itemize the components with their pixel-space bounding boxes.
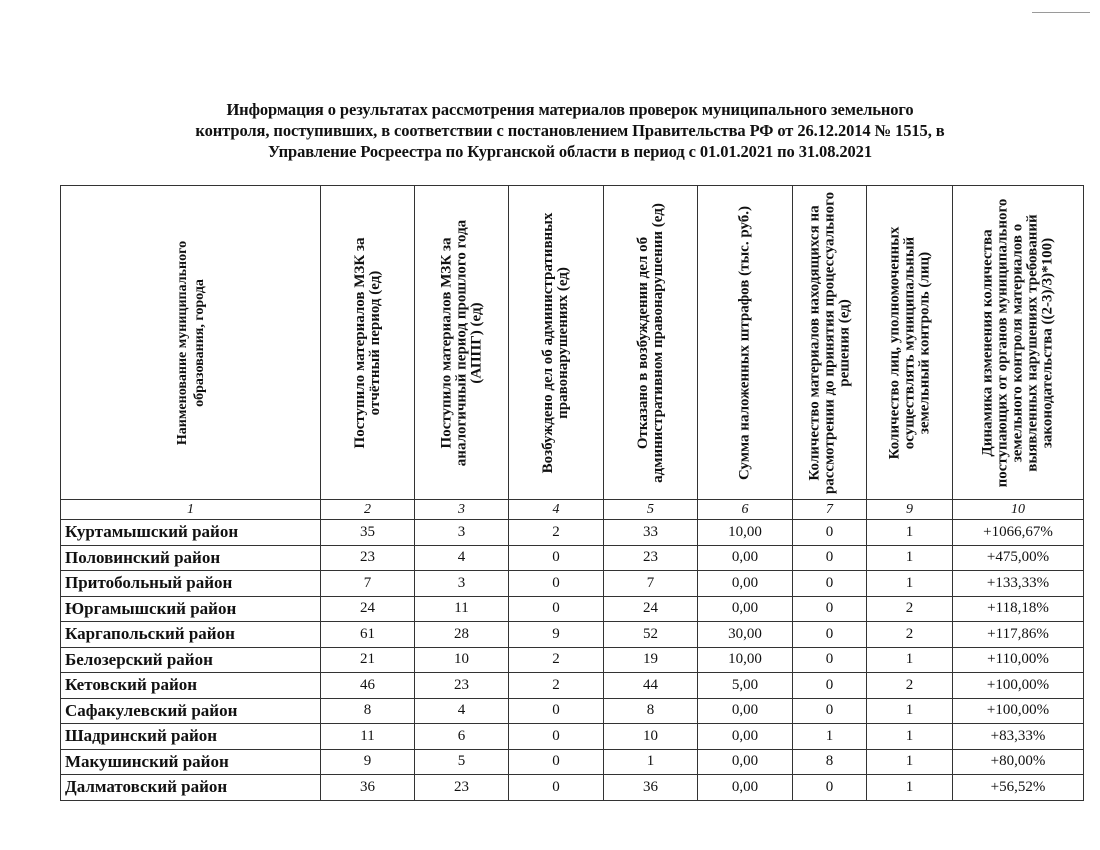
cell-pending-materials: 0 bbox=[793, 647, 867, 673]
cell-received-current: 8 bbox=[321, 698, 415, 724]
cell-cases-initiated: 2 bbox=[509, 673, 604, 699]
cell-cases-initiated: 0 bbox=[509, 698, 604, 724]
cell-pending-materials: 0 bbox=[793, 775, 867, 801]
header-pending-materials: Количество материалов находящихся на рассмотрении до принятия процессуального решения (ед) bbox=[793, 186, 867, 500]
cell-received-current: 61 bbox=[321, 622, 415, 648]
cell-fines-sum: 0,00 bbox=[698, 749, 793, 775]
table-row bbox=[61, 545, 1084, 571]
cell-authorized-persons: 2 bbox=[867, 673, 953, 699]
cell-fines-sum: 0,00 bbox=[698, 775, 793, 801]
table-row bbox=[61, 647, 1084, 673]
cell-cases-initiated: 2 bbox=[509, 647, 604, 673]
cell-cases-refused: 1 bbox=[604, 749, 698, 775]
cell-fines-sum: 10,00 bbox=[698, 520, 793, 546]
header-municipality: Наименование муниципального образования, города bbox=[61, 186, 321, 500]
cell-received-prev-year: 4 bbox=[415, 698, 509, 724]
cell-dynamics: +117,86% bbox=[953, 622, 1084, 648]
cell-received-current: 7 bbox=[321, 571, 415, 597]
municipality-name: Каргапольский район bbox=[61, 622, 321, 648]
cell-cases-refused: 36 bbox=[604, 775, 698, 801]
municipality-name: Кетовский район bbox=[61, 673, 321, 699]
header-authorized-persons: Количество лиц, уполномоченных осуществлять муниципальный земельный контроль (лиц) bbox=[867, 186, 953, 500]
cell-fines-sum: 0,00 bbox=[698, 698, 793, 724]
table-row bbox=[61, 698, 1084, 724]
title-line-1: Информация о результатах рассмотрения материалов проверок муниципального земельного bbox=[226, 100, 914, 119]
cell-authorized-persons: 1 bbox=[867, 571, 953, 597]
table-row bbox=[61, 673, 1084, 699]
cell-cases-refused: 23 bbox=[604, 545, 698, 571]
column-number: 7 bbox=[793, 500, 867, 520]
header-dynamics: Динамика изменения количества поступающих от органов муниципального земельного контроля материалов о выявленных нарушениях требований законодательства ((2-3)/3)*100) bbox=[953, 186, 1084, 500]
cell-fines-sum: 30,00 bbox=[698, 622, 793, 648]
cell-authorized-persons: 1 bbox=[867, 545, 953, 571]
municipality-name: Макушинский район bbox=[61, 749, 321, 775]
cell-dynamics: +118,18% bbox=[953, 596, 1084, 622]
cell-fines-sum: 5,00 bbox=[698, 673, 793, 699]
table-row bbox=[61, 520, 1084, 546]
cell-cases-refused: 8 bbox=[604, 698, 698, 724]
cell-cases-initiated: 9 bbox=[509, 622, 604, 648]
cell-fines-sum: 0,00 bbox=[698, 596, 793, 622]
municipality-name: Белозерский район bbox=[61, 647, 321, 673]
header-cases-refused: Отказано в возбуждении дел об административном правонарушении (ед) bbox=[604, 186, 698, 500]
cell-cases-refused: 24 bbox=[604, 596, 698, 622]
cell-received-prev-year: 3 bbox=[415, 520, 509, 546]
table-row bbox=[61, 571, 1084, 597]
cell-fines-sum: 10,00 bbox=[698, 647, 793, 673]
cell-received-prev-year: 28 bbox=[415, 622, 509, 648]
column-number-row bbox=[61, 500, 1084, 520]
cell-fines-sum: 0,00 bbox=[698, 571, 793, 597]
table-row bbox=[61, 622, 1084, 648]
cell-pending-materials: 0 bbox=[793, 545, 867, 571]
cell-cases-initiated: 0 bbox=[509, 596, 604, 622]
column-number: 2 bbox=[321, 500, 415, 520]
cell-authorized-persons: 1 bbox=[867, 698, 953, 724]
cell-pending-materials: 0 bbox=[793, 520, 867, 546]
column-number: 9 bbox=[867, 500, 953, 520]
cell-pending-materials: 0 bbox=[793, 571, 867, 597]
table-row bbox=[61, 724, 1084, 750]
cell-cases-initiated: 0 bbox=[509, 545, 604, 571]
column-number: 4 bbox=[509, 500, 604, 520]
cell-received-current: 24 bbox=[321, 596, 415, 622]
cell-authorized-persons: 2 bbox=[867, 622, 953, 648]
cell-pending-materials: 1 bbox=[793, 724, 867, 750]
cell-received-current: 46 bbox=[321, 673, 415, 699]
cell-pending-materials: 0 bbox=[793, 622, 867, 648]
header-row bbox=[61, 186, 1084, 500]
cell-cases-initiated: 0 bbox=[509, 724, 604, 750]
cell-dynamics: +475,00% bbox=[953, 545, 1084, 571]
cell-dynamics: +100,00% bbox=[953, 673, 1084, 699]
cell-dynamics: +133,33% bbox=[953, 571, 1084, 597]
cell-received-prev-year: 5 bbox=[415, 749, 509, 775]
municipality-name: Половинский район bbox=[61, 545, 321, 571]
title-line-3: Управление Росреестра по Курганской области в период с 01.01.2021 по 31.08.2021 bbox=[268, 142, 872, 161]
cell-cases-refused: 44 bbox=[604, 673, 698, 699]
municipality-name: Юргамышский район bbox=[61, 596, 321, 622]
cell-received-current: 23 bbox=[321, 545, 415, 571]
cell-fines-sum: 0,00 bbox=[698, 724, 793, 750]
municipality-name: Куртамышский район bbox=[61, 520, 321, 546]
cell-dynamics: +56,52% bbox=[953, 775, 1084, 801]
cell-received-prev-year: 3 bbox=[415, 571, 509, 597]
cell-authorized-persons: 2 bbox=[867, 596, 953, 622]
cell-received-current: 11 bbox=[321, 724, 415, 750]
cell-received-prev-year: 23 bbox=[415, 673, 509, 699]
cell-fines-sum: 0,00 bbox=[698, 545, 793, 571]
cell-pending-materials: 0 bbox=[793, 596, 867, 622]
cell-received-current: 9 bbox=[321, 749, 415, 775]
header-fines-sum: Сумма наложенных штрафов (тыс. руб.) bbox=[698, 186, 793, 500]
column-number: 3 bbox=[415, 500, 509, 520]
column-number: 6 bbox=[698, 500, 793, 520]
column-number: 5 bbox=[604, 500, 698, 520]
municipality-name: Далматовский район bbox=[61, 775, 321, 801]
header-received-current: Поступило материалов МЗК за отчётный период (ед) bbox=[321, 186, 415, 500]
cell-received-current: 36 bbox=[321, 775, 415, 801]
cell-authorized-persons: 1 bbox=[867, 520, 953, 546]
cell-received-prev-year: 6 bbox=[415, 724, 509, 750]
scan-artifact-line bbox=[1032, 12, 1090, 13]
cell-authorized-persons: 1 bbox=[867, 775, 953, 801]
municipality-name: Притобольный район bbox=[61, 571, 321, 597]
report-table bbox=[60, 185, 1084, 801]
column-number: 10 bbox=[953, 500, 1084, 520]
cell-cases-refused: 19 bbox=[604, 647, 698, 673]
cell-cases-refused: 10 bbox=[604, 724, 698, 750]
cell-received-prev-year: 4 bbox=[415, 545, 509, 571]
cell-authorized-persons: 1 bbox=[867, 749, 953, 775]
cell-received-prev-year: 11 bbox=[415, 596, 509, 622]
cell-authorized-persons: 1 bbox=[867, 647, 953, 673]
cell-pending-materials: 0 bbox=[793, 698, 867, 724]
cell-cases-initiated: 0 bbox=[509, 571, 604, 597]
cell-received-prev-year: 23 bbox=[415, 775, 509, 801]
cell-cases-initiated: 0 bbox=[509, 775, 604, 801]
municipality-name: Шадринский район bbox=[61, 724, 321, 750]
cell-cases-refused: 52 bbox=[604, 622, 698, 648]
cell-dynamics: +100,00% bbox=[953, 698, 1084, 724]
title-line-2: контроля, поступивших, в соответствии с постановлением Правительства РФ от 26.12.2014 № 1515, в bbox=[195, 121, 945, 140]
cell-dynamics: +1066,67% bbox=[953, 520, 1084, 546]
document-title bbox=[100, 99, 1040, 162]
cell-received-prev-year: 10 bbox=[415, 647, 509, 673]
cell-cases-initiated: 0 bbox=[509, 749, 604, 775]
column-number: 1 bbox=[61, 500, 321, 520]
cell-authorized-persons: 1 bbox=[867, 724, 953, 750]
cell-cases-initiated: 2 bbox=[509, 520, 604, 546]
table-row bbox=[61, 749, 1084, 775]
table-row bbox=[61, 596, 1084, 622]
cell-dynamics: +83,33% bbox=[953, 724, 1084, 750]
cell-cases-refused: 7 bbox=[604, 571, 698, 597]
cell-cases-refused: 33 bbox=[604, 520, 698, 546]
cell-received-current: 35 bbox=[321, 520, 415, 546]
header-received-prev-year: Поступило материалов МЗК за аналогичный период прошлого года (АППГ) (ед) bbox=[415, 186, 509, 500]
cell-pending-materials: 8 bbox=[793, 749, 867, 775]
municipality-name: Сафакулевский район bbox=[61, 698, 321, 724]
header-cases-initiated: Возбуждено дел об административных правонарушениях (ед) bbox=[509, 186, 604, 500]
cell-dynamics: +80,00% bbox=[953, 749, 1084, 775]
cell-pending-materials: 0 bbox=[793, 673, 867, 699]
table-row bbox=[61, 775, 1084, 801]
cell-received-current: 21 bbox=[321, 647, 415, 673]
cell-dynamics: +110,00% bbox=[953, 647, 1084, 673]
